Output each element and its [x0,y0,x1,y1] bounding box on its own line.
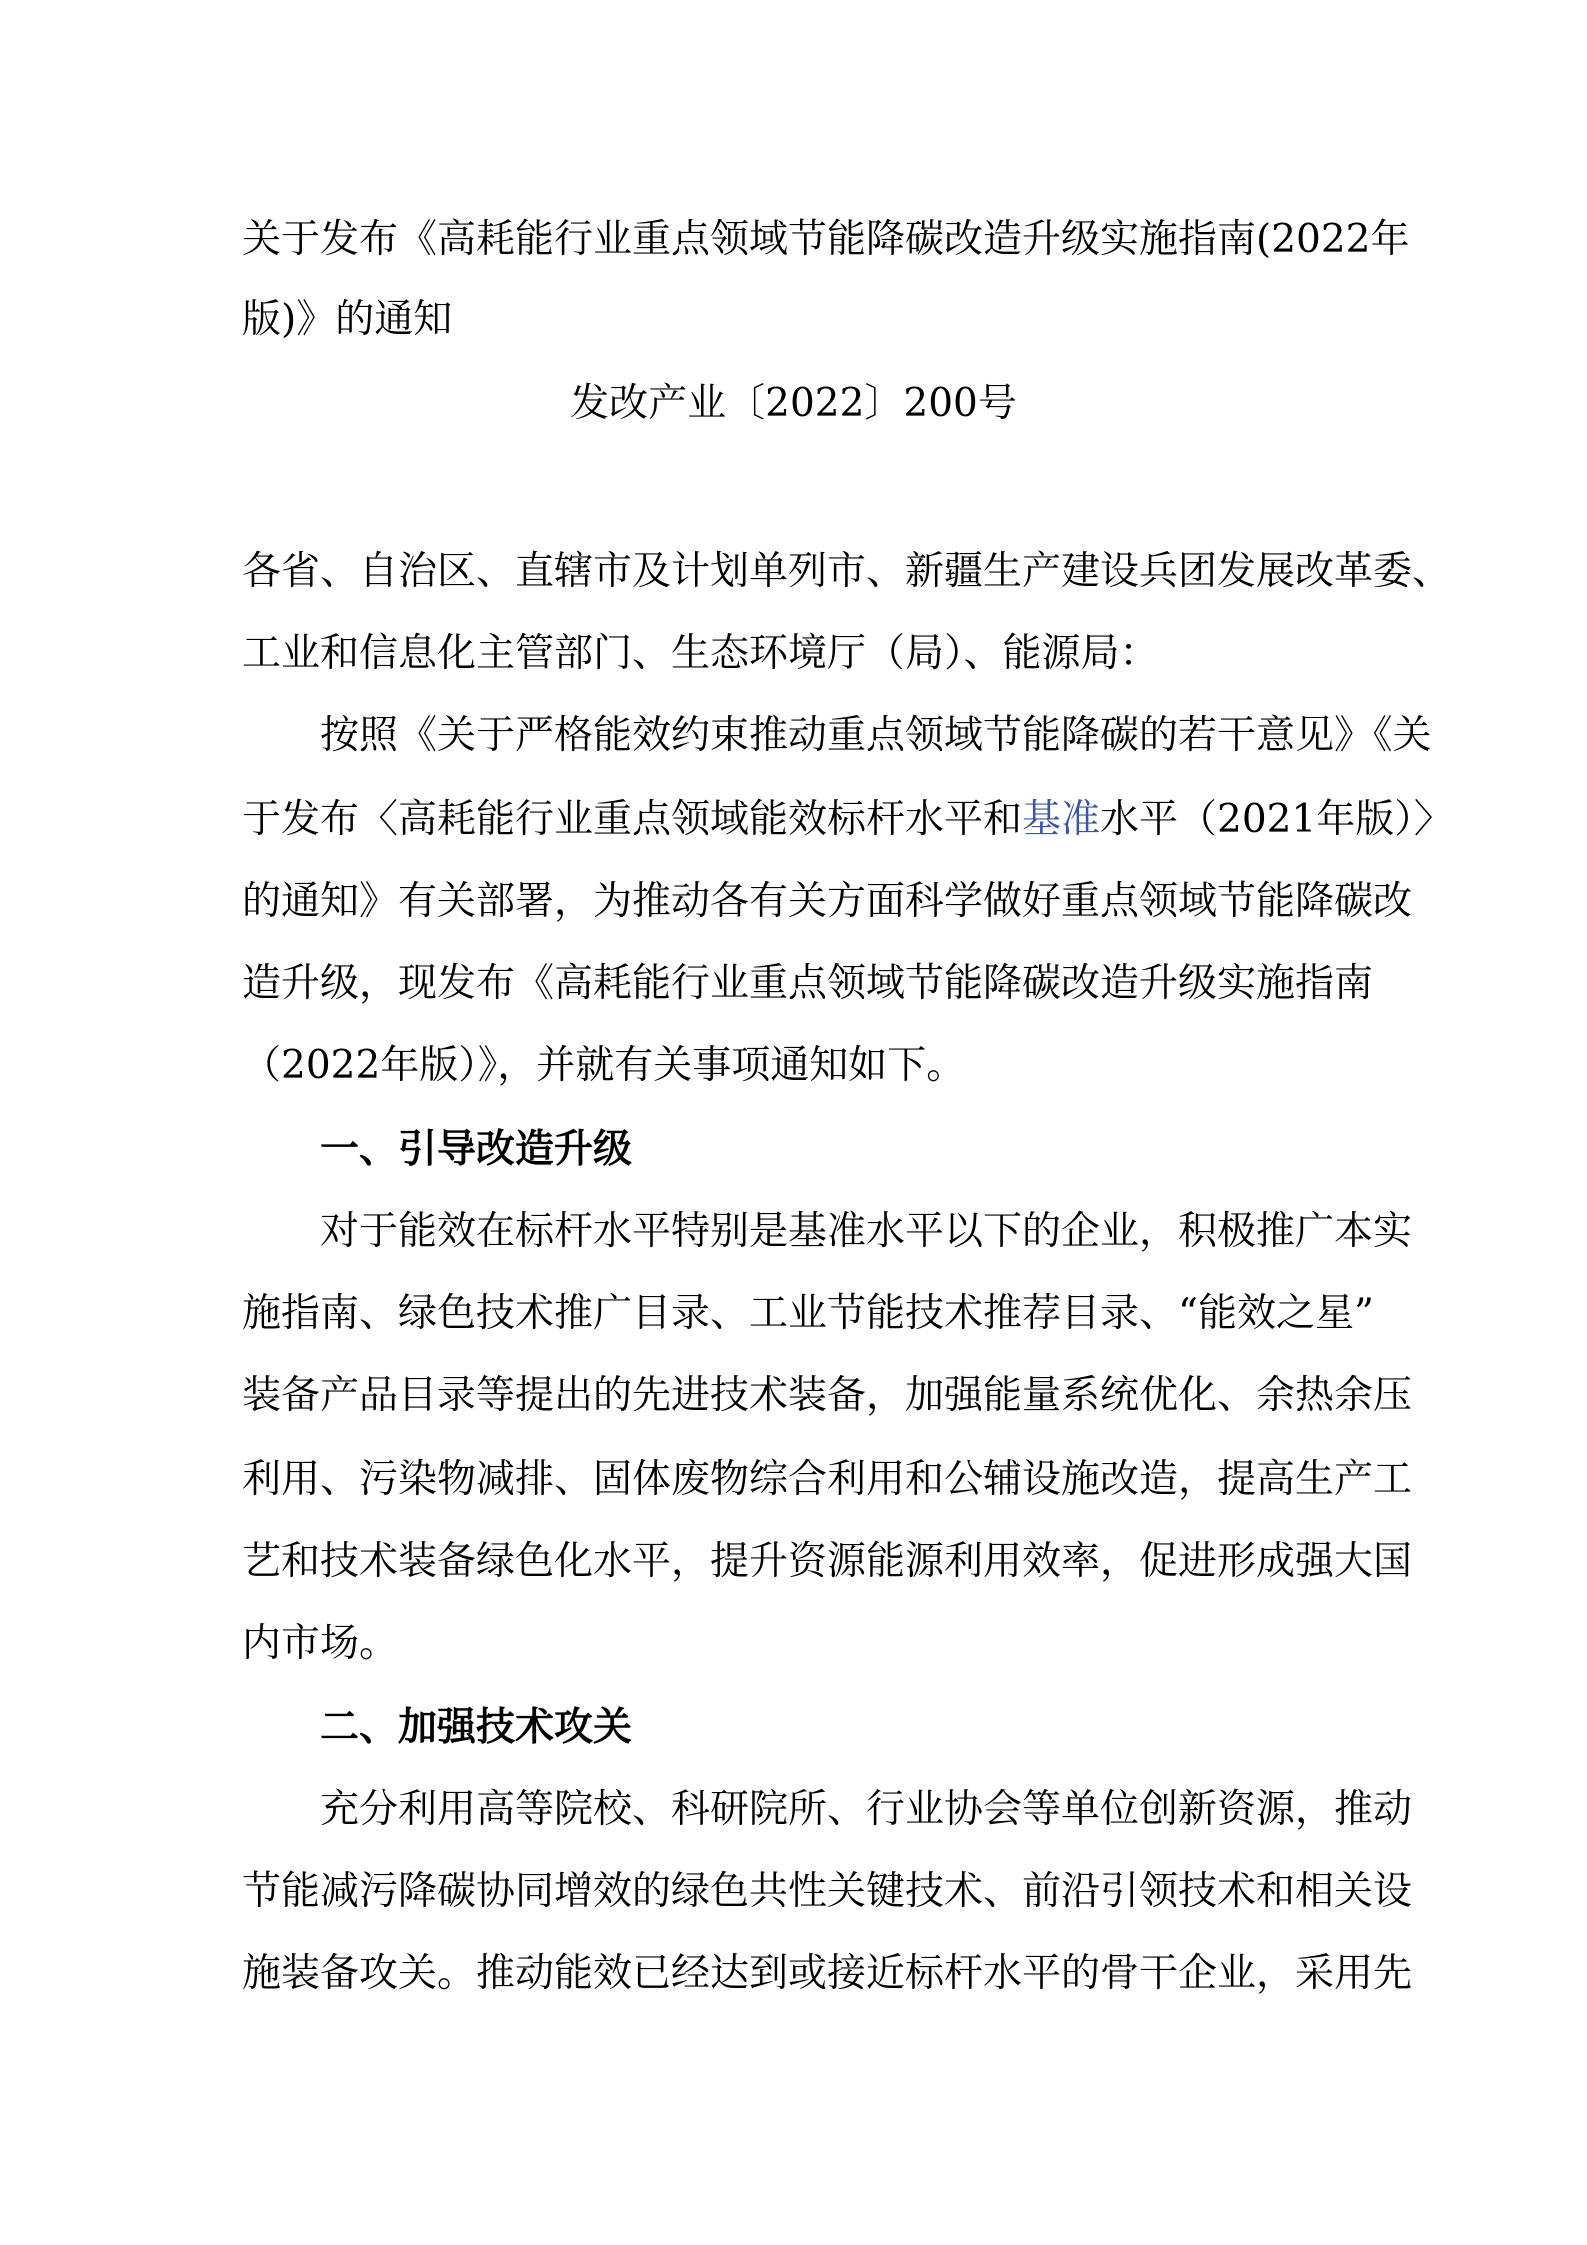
document-title-line-2: 版)》的通知 [242,297,453,342]
section-2-line: 节能减污降碳协同增效的绿色共性关键技术、前沿引领技术和相关设 [242,1869,1413,1914]
section-2-line: 充分利用高等院校、科研院所、行业协会等单位创新资源，推动 [320,1787,1413,1832]
section-1-line: 装备产品目录等提出的先进技术装备，加强能量系统优化、余热余压 [242,1373,1413,1418]
recipients-line-1: 各省、自治区、直辖市及计划单列市、新疆生产建设兵团发展改革委、 [242,549,1452,594]
recipients-line-2: 工业和信息化主管部门、生态环境厅（局）、能源局： [242,631,1159,676]
section-1-line: 对于能效在标杆水平特别是基准水平以下的企业，积极推广本实 [320,1209,1413,1254]
document-title-line-1: 关于发布《高耗能行业重点领域节能降碳改造升级实施指南(2022年 [242,217,1410,262]
section-1-line: 艺和技术装备绿色化水平，提升资源能源利用效率，促进形成强大国 [242,1539,1413,1584]
intro-line-1: 按照《关于严格能效约束推动重点领域节能降碳的若干意见》《关 [320,713,1432,758]
section-1-heading: 一、引导改造升级 [320,1127,633,1172]
intro-line-2 [242,796,1453,844]
intro-line-5: （2022年版）》，并就有关事项通知如下。 [242,1043,966,1088]
intro-line-2-text-a: 于发布〈高耗能行业重点领域能效标杆水平和 [242,797,1023,842]
section-2-heading: 二、加强技术攻关 [320,1705,633,1750]
section-1-line: 内市场。 [242,1621,399,1666]
intro-line-3: 的通知》有关部署，为推动各有关方面科学做好重点领域节能降碳改 [242,879,1413,924]
intro-line-2-text-b: 水平（2021年版）〉 [1100,797,1453,842]
baseline-link[interactable]: 基准 [1022,797,1101,842]
section-1-line: 施指南、绿色技术推广目录、工业节能技术推荐目录、“能效之星” [242,1291,1374,1336]
document-number: 发改产业〔2022〕200号 [570,381,1017,426]
section-2-line: 施装备攻关。推动能效已经达到或接近标杆水平的骨干企业，采用先 [242,1951,1413,1996]
section-1-line: 利用、污染物减排、固体废物综合利用和公辅设施改造，提高生产工 [242,1457,1413,1502]
intro-line-4: 造升级，现发布《高耗能行业重点领域节能降碳改造升级实施指南 [242,961,1374,1006]
